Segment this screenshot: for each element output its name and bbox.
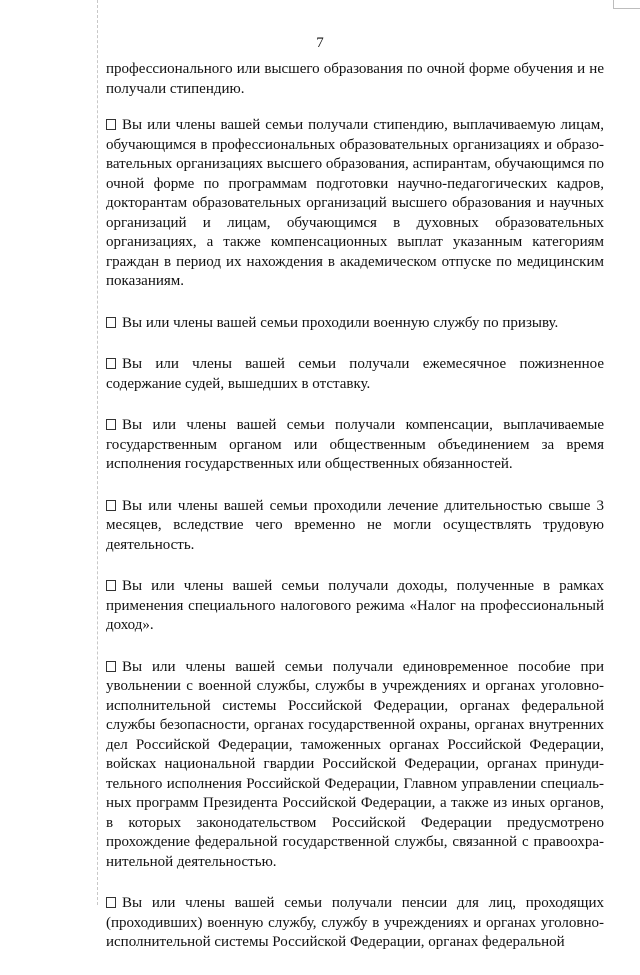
option-retired-judges[interactable]: [106, 355, 604, 394]
margin-guide-line: [97, 0, 98, 905]
option-stipend[interactable]: [106, 116, 604, 292]
option-text: Вы или члены вашей семьи проходили лечение длительностью свыше 3 месяцев, вследствие чего временно не могли осуществлять трудовую деятельность.: [106, 497, 604, 553]
option-text: Вы или члены вашей семьи проходили военную службу по призыву.: [122, 314, 559, 331]
option-text: Вы или члены вашей семьи получали стипендию, выплачиваемую лицам, обучающимся в профессиональных образовательных организациях и образовательных организациях высшего образования, аспирантам, обучающимся по очной форме по программам подготовки научно-педагогических кадров, докторантам образовательных организаций высшего образования и научных организаций и лицам, обучающимся в духовных образовательных организациях, а также компенсационных выплат указанным категориям граждан в период их нахождения в академическом отпуске по медицинским показаниям.: [106, 117, 604, 289]
option-military-conscription[interactable]: [106, 314, 604, 334]
option-text: Вы или члены вашей семьи получали пенсии для лиц, проходящих (проходивших) военную службу, службу в учреждениях и органах уголовно-исполнительной системы Российской Федерации, органах федеральной: [106, 895, 604, 950]
option-self-employed-tax[interactable]: [106, 577, 604, 636]
option-text: Вы или члены вашей семьи получали доходы, полученные в рамках применения специального налогового режима «Налог на профессиональный доход».: [106, 578, 604, 633]
option-text: Вы или члены вашей семьи получали компенсации, выплачиваемые государственным органом или общественным объединением за время исполнения государственных или общественных обязанностей.: [106, 417, 604, 472]
checkbox-icon[interactable]: [106, 500, 116, 511]
document-body: [106, 60, 604, 975]
option-public-duties-compensation[interactable]: [106, 416, 604, 475]
paragraph-continuation: [106, 60, 604, 99]
option-long-treatment[interactable]: [106, 497, 604, 556]
checkbox-icon[interactable]: [106, 317, 116, 328]
option-text: Вы или члены вашей семьи получали единовременное пособие при увольнении с военной службы, службы в учреждениях и органах уголовно-исполнительной системы Российской Федерации, органах федеральной службы безопасности, органах государственной охраны, органах внутренних дел Российской Федерации, таможенных органах Российской Федерации, войсках национальной гвардии Российской Федерации, органах принудительного исполнения Российской Федерации, Главном управлении специальных программ Президента Российской Федерации, а также из иных органов, в которых законодательством Российской Федерации предусмотрено прохождение федеральной государственной службы, связанной с правоохранительной деятельностью.: [106, 658, 604, 870]
checkbox-icon[interactable]: [106, 358, 116, 369]
option-discharge-allowance[interactable]: [106, 658, 604, 873]
checkbox-icon[interactable]: [106, 119, 116, 130]
checkbox-icon[interactable]: [106, 897, 116, 908]
paragraph-text: профессионального или высшего образования по очной форме обучения и не получали стипендию.: [106, 61, 604, 97]
checkbox-icon[interactable]: [106, 580, 116, 591]
page-number: 7: [316, 35, 324, 51]
checkbox-icon[interactable]: [106, 661, 116, 672]
checkbox-icon[interactable]: [106, 419, 116, 430]
corner-mark: [613, 0, 640, 9]
option-service-pensions[interactable]: [106, 894, 604, 953]
option-text: Вы или члены вашей семьи получали ежемесячное пожизненное содержание судей, вышедших в отставку.: [106, 356, 604, 392]
